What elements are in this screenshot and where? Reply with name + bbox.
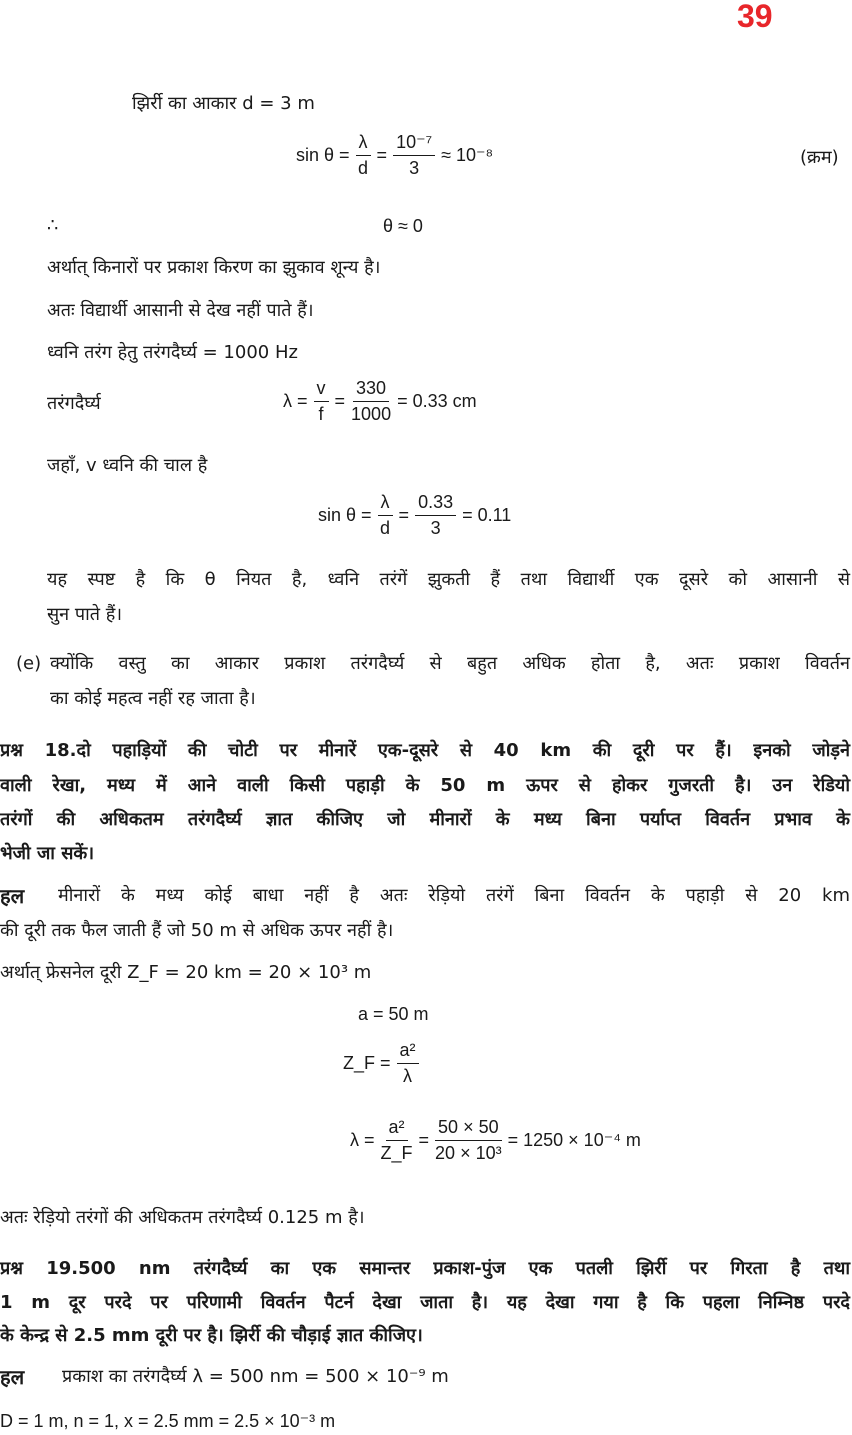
eq-lhs: λ = [283, 391, 308, 411]
denominator: 3 [430, 518, 441, 538]
question-text: 500 nm तरंगदैर्घ्य का एक समान्तर प्रकाश-पुंज एक पतली झिर्री पर गिरता है तथा [78, 1258, 851, 1279]
question-18-line: तरंगों की अधिकतम तरंगदैर्घ्य ज्ञात कीजिए जो मीनारों के मध्य बिना पर्याप्त विवर्तन प्रभाव के [0, 809, 850, 830]
text-line: का कोई महत्व नहीं रह जाता है। [50, 688, 256, 709]
solution-line: मीनारों के मध्य कोई बाधा नहीं है अतः रेड़ियो तरंगें बिना विवर्तन के पहाड़ी से 20 km [58, 885, 850, 906]
fraction [314, 378, 329, 425]
slit-size-line: झिर्री का आकार d = 3 m [132, 93, 315, 114]
wavelength-label: तरंगदैर्घ्य [47, 393, 101, 414]
text-line: सुन पाते हैं। [47, 604, 123, 625]
theta-zero: θ ≈ 0 [383, 216, 423, 236]
denominator: 20 × 10³ [435, 1143, 502, 1163]
equation-wavelength [283, 378, 477, 425]
equals: = [398, 505, 410, 525]
numerator: λ [378, 492, 393, 516]
equals: = [334, 391, 346, 411]
numerator: 10⁻⁷ [393, 132, 435, 156]
equation-tag: (क्रम) [800, 147, 839, 168]
denominator: Z_F [380, 1143, 413, 1163]
text-line: अतः विद्यार्थी आसानी से देख नहीं पाते हैं। [47, 300, 314, 321]
equation-lambda [350, 1117, 641, 1164]
numerator: 0.33 [415, 492, 456, 516]
fraction [397, 1040, 419, 1087]
solution-line: की दूरी तक फैल जाती हैं जो 50 m से अधिक ऊपर नहीं है। [0, 920, 394, 941]
question-18-line [0, 739, 850, 763]
fraction [381, 1117, 413, 1164]
eq-lhs: sin θ = [318, 505, 372, 525]
fraction [378, 492, 393, 539]
eq-rhs: ≈ 10⁻⁸ [441, 145, 494, 165]
question-18-line: भेजी जा सकें। [0, 843, 95, 864]
solution-line: अर्थात् फ्रेसनेल दूरी Z_F = 20 km = 20 × 10³ m [0, 962, 372, 983]
eq-lhs: sin θ = [296, 145, 350, 165]
eq-lhs: λ = [350, 1130, 375, 1150]
question-18-line: वाली रेखा, मध्य में आने वाली किसी पहाड़ी के 50 m ऊपर से होकर गुजरती है। उन रेडियो [0, 775, 850, 796]
eq-rhs: = 0.33 cm [397, 391, 477, 411]
equation-sin-theta-2 [318, 492, 511, 539]
denominator: d [358, 158, 369, 178]
text-line: जहाँ, v ध्वनि की चाल है [47, 455, 208, 476]
fraction [356, 132, 371, 179]
numerator: v [314, 378, 329, 402]
denominator: 3 [409, 158, 420, 178]
text-line: ध्वनि तरंग हेतु तरंगदैर्घ्य = 1000 Hz [47, 342, 298, 363]
fraction [393, 132, 435, 179]
numerator: 330 [353, 378, 389, 402]
conclusion-line: अतः रेड़ियो तरंगों की अधिकतम तरंगदैर्घ्य 0.125 m है। [0, 1207, 365, 1228]
numerator: a² [386, 1117, 408, 1141]
text-line: अर्थात् किनारों पर प्रकाश किरण का झुकाव शून्य है। [47, 257, 381, 278]
eq-rhs: = 0.11 [462, 505, 512, 525]
solution-line: प्रकाश का तरंगदैर्घ्य λ = 500 nm = 500 × 10⁻⁹ m [62, 1366, 449, 1387]
denominator: d [380, 518, 391, 538]
given-values: D = 1 m, n = 1, x = 2.5 mm = 2.5 × 10⁻³ m [0, 1411, 336, 1431]
fraction [415, 492, 456, 539]
eq-rhs: = 1250 × 10⁻⁴ m [507, 1130, 641, 1150]
text-line: यह स्पष्ट है कि θ नियत है, ध्वनि तरंगें झुकती हैं तथा विद्यार्थी एक दूसरे को आसानी से [47, 569, 850, 590]
question-label: प्रश्न 18. [0, 740, 77, 761]
equals: = [376, 145, 388, 165]
numerator: 50 × 50 [435, 1117, 502, 1141]
numerator: a² [397, 1040, 419, 1064]
equation-sin-theta-1 [296, 132, 493, 179]
eq-lhs: Z_F = [343, 1053, 391, 1073]
solution-label: हल [0, 884, 25, 908]
denominator: λ [403, 1066, 413, 1086]
fraction [351, 378, 391, 425]
question-19-line: के केन्द्र से 2.5 mm दूरी पर है। झिर्री की चौड़ाई ज्ञात कीजिए। [0, 1325, 423, 1346]
denominator: 1000 [351, 404, 392, 424]
question-label: प्रश्न 19. [0, 1258, 79, 1279]
equation-a: a = 50 m [358, 1004, 429, 1024]
solution-label: हल [0, 1365, 25, 1389]
therefore-symbol: ∴ [47, 215, 59, 236]
question-19-line [0, 1257, 850, 1281]
numerator: λ [356, 132, 371, 156]
question-text: दो पहाड़ियों की चोटी पर मीनारें एक-दूसरे से 40 km की दूरी पर हैं। इनको जोड़ने [76, 740, 850, 761]
equals: = [418, 1130, 430, 1150]
page-number: 39 [737, 0, 773, 34]
equation-zf [343, 1040, 425, 1087]
text-line: क्योंकि वस्तु का आकार प्रकाश तरंगदैर्घ्य से बहुत अधिक होता है, अतः प्रकाश विवर्तन [50, 653, 850, 674]
question-19-line: 1 m दूर परदे पर परिणामी विवर्तन पैटर्न देखा जाता है। यह देखा गया है कि पहला निम्निष्ठ परदे [0, 1292, 850, 1313]
denominator: f [318, 404, 324, 424]
fraction [435, 1117, 502, 1164]
item-label-e: (e) [16, 653, 42, 674]
